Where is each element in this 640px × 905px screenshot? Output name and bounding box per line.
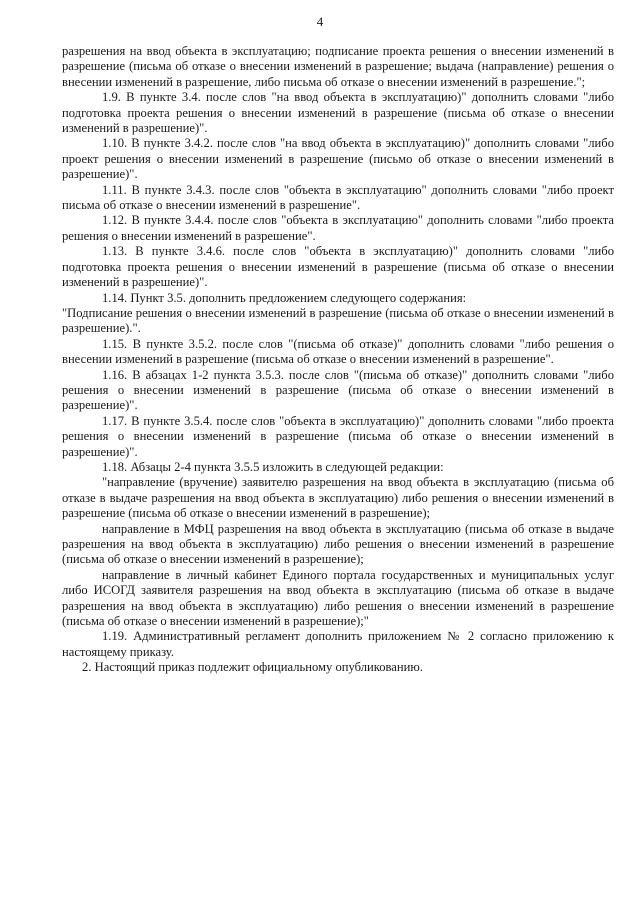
paragraph-item-1-17: 1.17. В пункте 3.5.4. после слов "объекта в эксплуатацию)" дополнить словами "либо проекта решения о внесении изменений в разрешение (письма об отказе о внесении изменений в разрешение)".	[62, 413, 614, 459]
paragraph-item-1-13: 1.13. В пункте 3.4.6. после слов "объекта в эксплуатацию)" дополнить словами "либо подготовка проекта решения о внесении изменений в разрешение (письма об отказе о внесении изменений в разрешение)".	[62, 244, 614, 290]
paragraph-item-1-15: 1.15. В пункте 3.5.2. после слов "(письма об отказе)" дополнить словами "либо решения о внесении изменений в разрешение (письма об отказе о внесении изменений в разрешение".	[62, 336, 614, 367]
document-body	[62, 44, 614, 676]
paragraph-item-1-11: 1.11. В пункте 3.4.3. после слов "объекта в эксплуатацию" дополнить словами "либо проект письма об отказе о внесении изменений в разрешение".	[62, 182, 614, 213]
paragraph-item-1-9: 1.9. В пункте 3.4. после слов "на ввод объекта в эксплуатацию)" дополнить словами "либо подготовка проекта решения о внесении изменений в разрешение (письма об отказе о внесении изменений в разрешение)".	[62, 90, 614, 136]
paragraph-item-1-12: 1.12. В пункте 3.4.4. после слов "объекта в эксплуатацию" дополнить словами "либо проекта решения о внесении изменений в разрешение".	[62, 213, 614, 243]
paragraph-item-1-16: 1.16. В абзацах 1-2 пункта 3.5.3. после слов "(письма об отказе)" дополнить словами "либо решения о внесении изменений в разрешение (письма об отказе о внесении изменений в разрешение)".	[62, 367, 614, 413]
paragraph-item-1-10: 1.10. В пункте 3.4.2. после слов "на ввод объекта в эксплуатацию)" дополнить словами "либо проект решения о внесении изменений в разрешение (письмо об отказе о внесении изменений в разрешение)".	[62, 136, 614, 182]
paragraph-quoted-addition: "Подписание решения о внесении изменений в разрешение (письма об отказе о внесении изменений в разрешение).".	[62, 305, 614, 336]
paragraph-item-1-14: 1.14. Пункт 3.5. дополнить предложением следующего содержания:	[102, 290, 467, 305]
paragraph-item-2: 2. Настоящий приказ подлежит официальному опубликованию.	[82, 660, 423, 675]
paragraph-new-text-1: "направление (вручение) заявителю разрешения на ввод объекта в эксплуатацию (письма об отказе в выдаче разрешения на ввод объекта в эксплуатацию) либо решения о внесении изменений в разрешение (письма об отказе о внесении изменений в разрешение);	[62, 475, 614, 521]
page-number: 4	[316, 14, 324, 29]
paragraph-new-text-2: направление в МФЦ разрешения на ввод объекта в эксплуатацию (письма об отказе в выдаче разрешения на ввод объекта в эксплуатацию) либо решения о внесении изменений в разрешение (письма об отказе о внесении изменений в разрешение);	[62, 521, 614, 567]
paragraph-item-1-18: 1.18. Абзацы 2-4 пункта 3.5.5 изложить в следующей редакции:	[102, 459, 444, 474]
paragraph-continuation: разрешения на ввод объекта в эксплуатацию; подписание проекта решения о внесении изменений в разрешение (письма об отказе о внесении изменений в разрешение; выдача (направление) решения о внесении изменений в разрешение, либо письма об отказе о внесении изменений в разрешение.";	[62, 44, 614, 89]
paragraph-item-1-19: 1.19. Административный регламент дополнить приложением № 2 согласно приложению к настоящему приказу.	[62, 629, 614, 659]
paragraph-new-text-3: направление в личный кабинет Единого портала государственных и муниципальных услуг либо ИСОГД заявителя разрешения на ввод объекта в эксплуатацию (письма об отказе в выдаче разрешения на ввод объекта в эксплуатацию) либо решения о внесении изменений в разрешение (письма об отказе о внесении изменений в разрешение);"	[62, 567, 614, 629]
